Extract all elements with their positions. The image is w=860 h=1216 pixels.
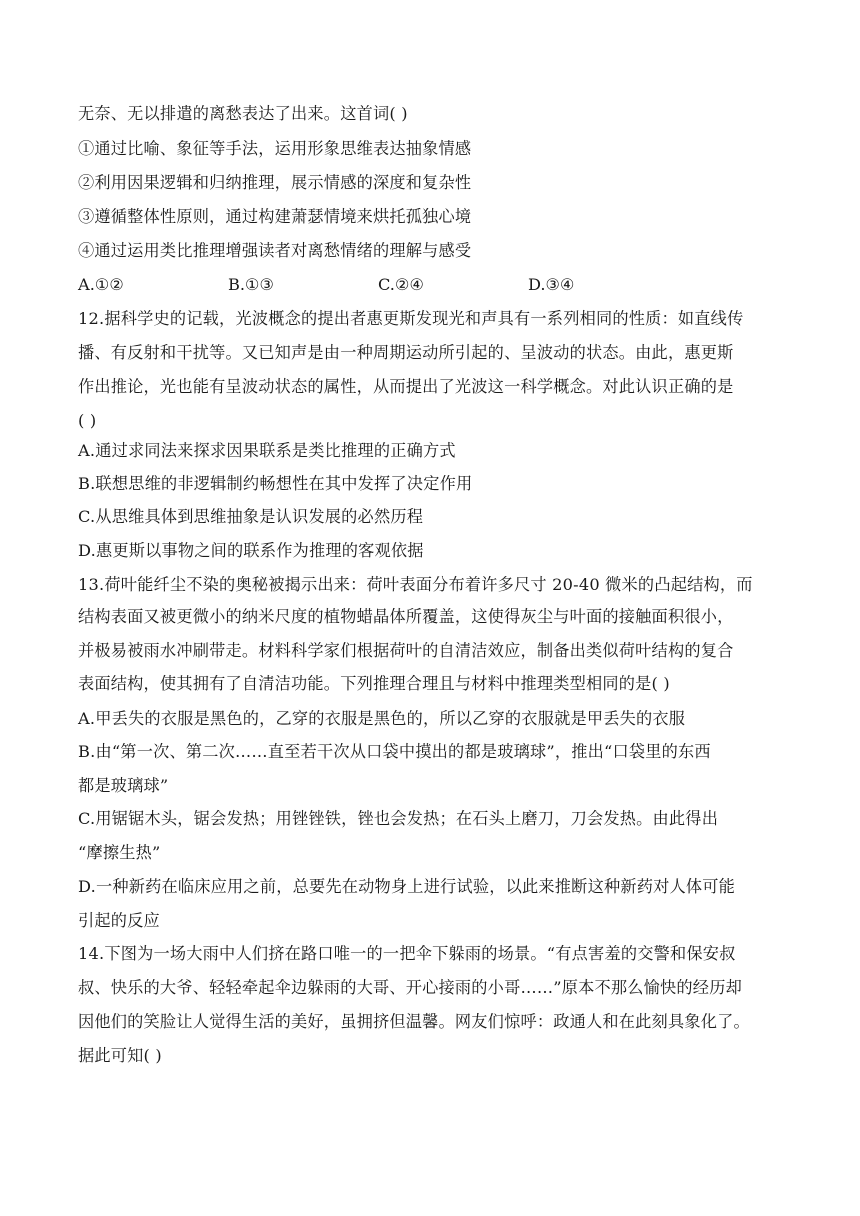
q11-option-d: D.③④ — [528, 275, 575, 294]
q13-option-a: A.甲丢失的衣服是黑色的，乙穿的衣服是黑色的，所以乙穿的衣服就是甲丢失的衣服 — [78, 709, 686, 728]
q13-option-c-line-1: C.用锯锯木头，锯会发热；用锉锉铁，锉也会发热；在石头上磨刀，刀会发热。由此得出 — [78, 809, 719, 828]
q12-stem-line-4: ( ) — [78, 411, 97, 430]
q11-stem-tail: 无奈、无以排遣的离愁表达了出来。这首词( ) — [78, 104, 408, 123]
q13-option-d-line-1: D.一种新药在临床应用之前，总要先在动物身上进行试验，以此来推断这种新药对人体可能 — [78, 877, 736, 896]
q11-item-2: ②利用因果逻辑和归纳推理，展示情感的深度和复杂性 — [78, 173, 472, 192]
q11-item-1: ①通过比喻、象征等手法，运用形象思维表达抽象情感 — [78, 139, 472, 158]
q12-stem-line-3: 作出推论，光也能有呈波动状态的属性，从而提出了光波这一科学概念。对此认识正确的是 — [78, 377, 734, 396]
q14-stem-line-1: 14.下图为一场大雨中人们挤在路口唯一的一把伞下躲雨的场景。“有点害羞的交警和保安叔 — [78, 944, 736, 963]
q12-option-c: C.从思维具体到思维抽象是认识发展的必然历程 — [78, 507, 424, 526]
q12-stem-line-1: 12.据科学史的记载，光波概念的提出者惠更斯发现光和声具有一系列相同的性质：如直线传 — [78, 309, 744, 328]
q14-stem-line-2: 叔、快乐的大爷、轻轻牵起伞边躲雨的大哥、开心接雨的小哥……”原本不那么愉快的经历却 — [78, 978, 742, 997]
q14-stem-line-3: 因他们的笑脸让人觉得生活的美好，虽拥挤但温馨。网友们惊呼：政通人和在此刻具象化了。 — [78, 1012, 750, 1031]
q13-option-b-line-1: B.由“第一次、第二次……直至若干次从口袋中摸出的都是玻璃球”，推出“口袋里的东西 — [78, 742, 711, 761]
q11-item-4: ④通过运用类比推理增强读者对离愁情绪的理解与感受 — [78, 241, 472, 260]
q11-option-c: C.②④ — [378, 275, 424, 294]
q11-item-3: ③遵循整体性原则，通过构建萧瑟情境来烘托孤独心境 — [78, 207, 472, 226]
q13-option-c-line-2: “摩擦生热” — [78, 843, 161, 862]
q13-stem-line-2: 结构表面又被更微小的纳米尺度的植物蜡晶体所覆盖，这使得灰尘与叶面的接触面积很小， — [78, 607, 734, 626]
q11-option-b: B.①③ — [228, 275, 275, 294]
q13-option-b-line-2: 都是玻璃球” — [78, 776, 169, 795]
q12-option-d: D.惠更斯以事物之间的联系作为推理的客观依据 — [78, 541, 424, 560]
q12-stem-line-2: 播、有反射和干扰等。又已知声是由一种周期运动所引起的、呈波动的状态。由此，惠更斯 — [78, 343, 734, 362]
q12-option-a: A.通过求同法来探求因果联系是类比推理的正确方式 — [78, 441, 456, 460]
q13-option-d-line-2: 引起的反应 — [78, 911, 160, 930]
q11-option-a: A.①② — [78, 275, 124, 294]
q13-stem-line-4: 表面结构，使其拥有了自清洁功能。下列推理合理且与材料中推理类型相同的是( ) — [78, 674, 670, 693]
q14-stem-line-4: 据此可知( ) — [78, 1046, 162, 1065]
q13-stem-line-3: 并极易被雨水冲刷带走。材料科学家们根据荷叶的自清洁效应，制备出类似荷叶结构的复合 — [78, 641, 734, 660]
q13-stem-line-1: 13.荷叶能纤尘不染的奥秘被揭示出来：荷叶表面分布着许多尺寸 20-40 微米的凸起结构，而 — [78, 575, 753, 594]
q12-option-b: B.联想思维的非逻辑制约畅想性在其中发挥了决定作用 — [78, 474, 473, 493]
